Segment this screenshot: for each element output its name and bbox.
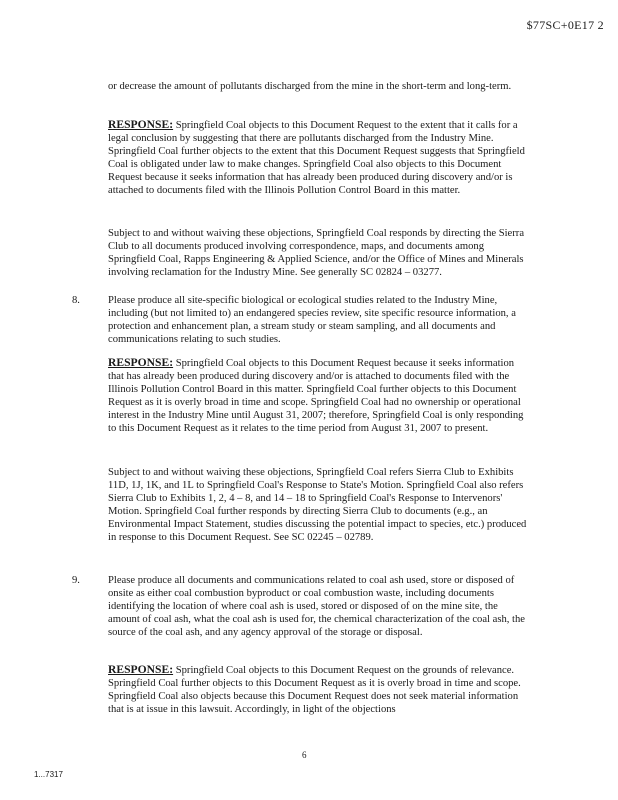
bates-stamp: $77SC+0E17 2 [526,18,604,32]
response-9-objection [108,663,530,716]
response-8-label: RESPONSE: [108,356,174,369]
response-7-text: Springfield Coal objects to this Document Request to the extent that it calls for a legal conclusion by suggesting that there are pollutants discharged from the Industry Mine. Springfield Coal further objects to the extent that this Document Request suggests that Springfield Coal is obligated under law to make changes. Springfield Coal also objects to this Document Request because it seeks information that has already been produced during discovery and/or is attached to documents filed with the Illinois Pollution Control Board in this matter. [108,120,525,197]
response-9-label: RESPONSE: [108,663,174,676]
response-8-subject-paragraph: Subject to and without waiving these objections, Springfield Coal refers Sierra Club to Exhibits 11D, 1J, 1K, and 1L to Springfield Coal's Response to State's Motion. Springfield Coal also refers Sierra Club to Exhibits 1, 2, 4 – 8, and 14 – 18 to Springfield Coal's Response to Intervenors' Motion. Springfield Coal further responds by directing Sierra Club to documents (e.g., an Environmental Impact Statement, studies discussing the potential impact to species, etc.) produced in response to this Document Request. See SC 02245 – 02789. [108,467,527,544]
response-7-subject-paragraph: Subject to and without waiving these objections, Springfield Coal responds by directing the Sierra Club to all documents produced involving correspondence, maps, and documents among Springfield Coal, Rapps Engineering & Applied Science, and/or the Office of Mines and Minerals involving reclamation for the Industry Mine. See generally SC 02824 – 03277. [108,228,525,279]
response-7-label: RESPONSE: [108,118,174,131]
response-9-text: Springfield Coal objects to this Document Request on the grounds of relevance. Springfield Coal further objects to this Document Request as it is overly broad in time and scope. Springfield Coal also objects because this Document Request does not seek material information that is at issue in this lawsuit. Accordingly, in light of the objections [108,665,521,716]
response-7-objection [108,118,530,198]
item-8-number: 8. [72,295,80,306]
continued-paragraph: or decrease the amount of pollutants discharged from the mine in the short-term and long-term. [108,81,512,92]
item-8-request: Please produce all site-specific biological or ecological studies related to the Industry Mine, including (but not limited to) an endangered species review, site specific resource information, a protection and enhancement plan, a stream study or steam sampling, and all documents and communications relating to such studies. [108,295,516,346]
item-9-request: Please produce all documents and communications related to coal ash used, store or disposed of onsite as either coal combustion byproduct or coal combustion waste, including documents identifying the location of where coal ash is used, stored or disposed of on the mine site, the amount of coal ash, what the coal ash is used for, the chemical characterization of the coal ash, the source of the coal ash, and any agency approval of the storage or disposal. [108,575,525,639]
page-number: 6 [302,750,307,760]
item-9-number: 9. [72,575,80,586]
footer-doc-id: 1...7317 [34,770,63,779]
response-8-text: Springfield Coal objects to this Document Request because it seeks information that has already been produced during discovery and/or is attached to documents filed with the Illinois Pollution Control Board in this matter. Springfield Coal further objects to this Document Request as it is overly broad in time and scope. Springfield Coal had no ownership or operational interest in the Industry Mine until August 31, 2007; therefore, Springfield Coal is only responding to this Document Request as it relates to the time period from August 31, 2007 to present. [108,358,524,435]
response-8-objection [108,356,530,436]
